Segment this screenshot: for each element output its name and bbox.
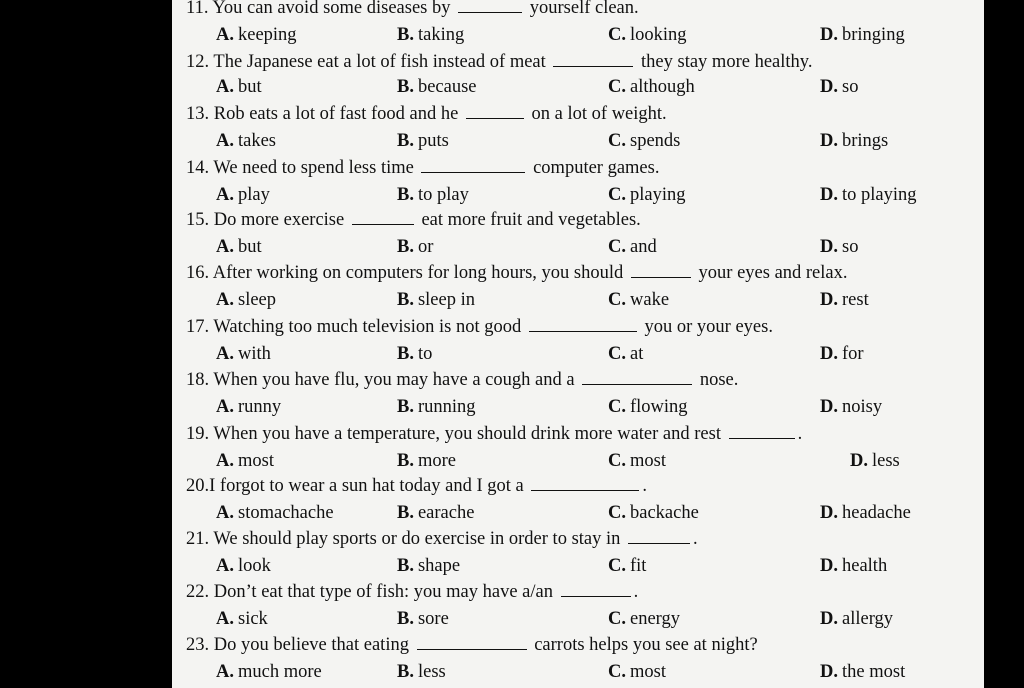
option-a: A. with [216, 344, 271, 364]
option-d: D. bringing [820, 25, 905, 45]
answer-blank [421, 171, 525, 173]
answer-blank [553, 65, 633, 67]
question-number: 19. [186, 424, 210, 444]
question-stem-end: yourself clean. [529, 0, 639, 18]
question-stem-end: your eyes and relax. [698, 263, 848, 283]
option-c: C. most [608, 451, 666, 471]
option-d: D. less [850, 451, 900, 471]
option-b: B. sleep in [397, 290, 475, 310]
option-a: A. most [216, 451, 274, 471]
question-19 [186, 423, 802, 445]
option-a: A. play [216, 185, 270, 205]
option-c: C. at [608, 344, 644, 364]
answer-blank [561, 595, 631, 597]
question-stem: Do more exercise [213, 210, 345, 230]
option-c: C. spends [608, 131, 681, 151]
question-number: 14. [186, 158, 210, 178]
question-number: 18. [186, 370, 210, 390]
question-16 [186, 262, 848, 284]
question-stem: Rob eats a lot of fast food and he [213, 104, 459, 124]
option-a: A. but [216, 77, 262, 97]
question-23 [186, 634, 758, 656]
question-stem: Do you believe that eating [213, 635, 409, 655]
worksheet-page [172, 0, 984, 688]
option-c: C. wake [608, 290, 670, 310]
option-b: B. less [397, 662, 446, 682]
option-c: C. most [608, 662, 666, 682]
question-number: 12. [186, 52, 210, 72]
question-stem: After working on computers for long hours, you should [212, 263, 624, 283]
option-d: D. to playing [820, 185, 917, 205]
option-b: B. to [397, 344, 433, 364]
question-stem-end: . [642, 476, 647, 496]
option-b: B. earache [397, 503, 475, 523]
option-c: C. playing [608, 185, 686, 205]
question-number: 20. [186, 476, 210, 496]
question-stem: I forgot to wear a sun hat today and I got a [209, 476, 524, 496]
question-12 [186, 51, 812, 73]
option-a: A. keeping [216, 25, 297, 45]
question-stem-end: you or your eyes. [644, 317, 773, 337]
option-a: A. sleep [216, 290, 277, 310]
option-d: D. brings [820, 131, 889, 151]
option-b: B. sore [397, 609, 449, 629]
question-number: 22. [186, 582, 210, 602]
question-stem: When you have a temperature, you should drink more water and rest [213, 424, 721, 444]
option-c: C. looking [608, 25, 687, 45]
question-stem-end: on a lot of weight. [531, 104, 667, 124]
option-a: A. sick [216, 609, 268, 629]
question-stem-end: . [633, 582, 639, 602]
answer-blank [631, 276, 691, 278]
answer-blank [417, 648, 527, 650]
option-b: B. more [397, 451, 456, 471]
option-c: C. energy [608, 609, 680, 629]
answer-blank [529, 330, 637, 332]
answer-blank [458, 11, 522, 13]
question-number: 23. [186, 635, 210, 655]
option-d: D. allergy [820, 609, 894, 629]
question-22 [186, 581, 638, 603]
question-17 [186, 316, 773, 338]
question-14 [186, 157, 659, 179]
question-11 [186, 0, 639, 19]
question-stem-end: eat more fruit and vegetables. [421, 210, 641, 230]
option-d: D. health [820, 556, 888, 576]
answer-blank [628, 542, 690, 544]
option-d: D. for [820, 344, 864, 364]
question-stem-end: . [797, 424, 803, 444]
question-20 [186, 475, 647, 497]
question-number: 16. [186, 263, 210, 283]
option-b: B. shape [397, 556, 461, 576]
question-13 [186, 103, 667, 125]
question-stem: You can avoid some diseases by [212, 0, 451, 18]
question-stem: Watching too much television is not good [213, 317, 522, 337]
option-b: B. to play [397, 185, 469, 205]
answer-blank [582, 383, 692, 385]
question-stem: We should play sports or do exercise in order to stay in [213, 529, 621, 549]
option-a: A. runny [216, 397, 282, 417]
question-number: 21. [186, 529, 210, 549]
question-stem-end: they stay more healthy. [641, 52, 813, 72]
question-18 [186, 369, 738, 391]
option-d: D. so [820, 77, 859, 97]
option-c: C. although [608, 77, 695, 97]
option-a: A. takes [216, 131, 277, 151]
option-d: D. the most [820, 662, 906, 682]
question-stem-end: . [693, 529, 698, 549]
option-c: C. and [608, 237, 657, 257]
question-number: 13. [186, 104, 210, 124]
option-a: A. stomachache [216, 503, 334, 523]
option-d: D. headache [820, 503, 911, 523]
option-a: A. much more [216, 662, 322, 682]
option-c: C. fit [608, 556, 647, 576]
option-d: D. so [820, 237, 859, 257]
question-number: 17. [186, 317, 210, 337]
option-b: B. puts [397, 131, 449, 151]
option-d: D. rest [820, 290, 869, 310]
option-b: B. because [397, 77, 477, 97]
question-stem: Don’t eat that type of fish: you may have a/an [213, 582, 553, 602]
option-b: B. running [397, 397, 476, 417]
question-21 [186, 528, 698, 550]
question-stem: We need to spend less time [213, 158, 414, 178]
option-d: D. noisy [820, 397, 883, 417]
question-15 [186, 209, 641, 231]
answer-blank [466, 117, 524, 119]
answer-blank [729, 437, 795, 439]
option-b: B. taking [397, 25, 465, 45]
answer-blank [531, 489, 639, 491]
option-c: C. backache [608, 503, 699, 523]
answer-blank [352, 223, 414, 225]
question-number: 11. [186, 0, 209, 18]
question-stem-end: nose. [699, 370, 739, 390]
question-number: 15. [186, 210, 210, 230]
question-stem: The Japanese eat a lot of fish instead of meat [213, 52, 546, 72]
question-stem-end: carrots helps you see at night? [534, 635, 758, 655]
option-c: C. flowing [608, 397, 688, 417]
option-a: A. look [216, 556, 271, 576]
question-stem: When you have flu, you may have a cough and a [213, 370, 575, 390]
option-a: A. but [216, 237, 262, 257]
question-stem-end: computer games. [533, 158, 660, 178]
option-b: B. or [397, 237, 434, 257]
